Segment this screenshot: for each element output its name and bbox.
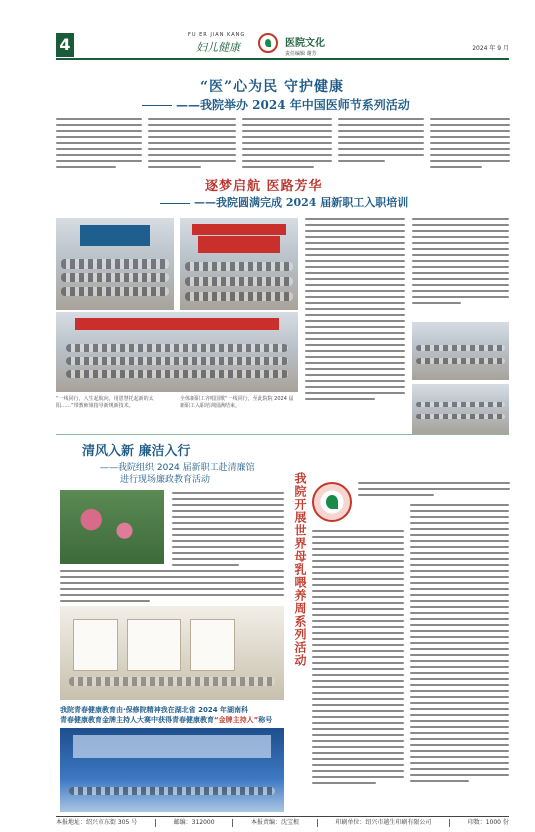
training-activity-photo-1 bbox=[412, 322, 509, 380]
page-footer bbox=[56, 816, 509, 830]
hospital-logo-icon bbox=[258, 33, 278, 53]
hotline-text bbox=[358, 482, 510, 500]
section-title: 医院文化 bbox=[285, 38, 325, 49]
photo-caption-left: “一线同行，人生起航向，用恩慧托起新的太阳……”带教师姐指导新规新技术。 bbox=[56, 396, 154, 409]
award-line2 bbox=[60, 715, 280, 725]
footer-postcode: 邮编：312000 bbox=[173, 819, 215, 826]
award-highlight: “金牌主持人” bbox=[214, 716, 259, 724]
photo-caption-right: 全体新职工齐唱国歌“一线同行，至此院院 2024 届新职工入职培训圆满结束。 bbox=[180, 396, 294, 409]
article1-title: “医”心为民 守护健康 bbox=[200, 79, 344, 95]
footer-editor: 本报责编：沈宝根 bbox=[250, 819, 299, 826]
article2-subtitle-text: ——我院圆满完成 2024 届新职工入职培训 bbox=[194, 196, 409, 209]
article3-subtitle-line1: ——我院组织 2024 届新职工赴清廉馆 bbox=[100, 463, 255, 473]
article1-body-col5 bbox=[430, 118, 510, 172]
award-stage-photo bbox=[60, 728, 284, 812]
award-line1: 我院青春健康教育由·保修院精神我在湖北省 2024 年湖南科 bbox=[60, 706, 249, 714]
issue-date: 2024 年 9 月 bbox=[472, 45, 509, 52]
article1-body-col4 bbox=[338, 118, 424, 166]
article1-body-col2 bbox=[148, 118, 236, 172]
article2-body-col2 bbox=[412, 218, 509, 308]
training-activity-photo-2 bbox=[412, 384, 509, 434]
training-hall-photo-right bbox=[180, 218, 298, 310]
series-body-col1 bbox=[312, 530, 404, 788]
clean-government-flower-photo bbox=[60, 490, 164, 564]
article1-subtitle-text: ——我院举办 2024 年中国医师节系列活动 bbox=[176, 98, 410, 112]
section-divider bbox=[56, 434, 509, 435]
series-vertical-title: 我院开展世界母乳喂养周系列活动 bbox=[293, 472, 307, 667]
article1-body-col3 bbox=[242, 118, 332, 172]
award-suffix: 称号 bbox=[258, 716, 273, 724]
award-announcement bbox=[60, 705, 280, 725]
page-header bbox=[56, 30, 509, 60]
article3-title: 清风入新 廉洁入行 bbox=[82, 444, 191, 459]
article2-body-col1 bbox=[305, 218, 405, 404]
series-body-col2 bbox=[410, 504, 509, 786]
responsible-editor: 责任编辑 谢芳 bbox=[285, 51, 317, 57]
article3-subtitle-line2: 进行现场廉政教育活动 bbox=[120, 475, 211, 485]
article1-subtitle bbox=[142, 96, 410, 113]
article2-title: 逐梦启航 医路芳华 bbox=[205, 179, 323, 194]
article2-subtitle bbox=[160, 194, 408, 210]
breastfeeding-week-seal-icon bbox=[312, 482, 352, 522]
brand-pinyin: FU ER JIAN KANG bbox=[188, 32, 246, 38]
brand-name: 妇儿健康 bbox=[196, 41, 240, 54]
footer-printer: 印刷单位：绍兴市越生印刷有限公司 bbox=[335, 819, 432, 826]
article3-body-bottom bbox=[60, 570, 284, 606]
footer-copies: 印数：1000 份 bbox=[467, 819, 509, 826]
training-group-photo bbox=[56, 312, 298, 392]
page-number: 4 bbox=[56, 33, 74, 57]
clean-government-exhibit-photo bbox=[60, 606, 284, 700]
article1-body-col1 bbox=[56, 118, 142, 172]
footer-address: 本报地址：绍兴市东街 305 号 bbox=[56, 819, 138, 826]
article3-body-right bbox=[172, 492, 284, 570]
award-line2-text: 青春健康教育金牌主持人大赛中获得青春健康教育 bbox=[60, 716, 214, 724]
training-hall-photo-left bbox=[56, 218, 174, 310]
